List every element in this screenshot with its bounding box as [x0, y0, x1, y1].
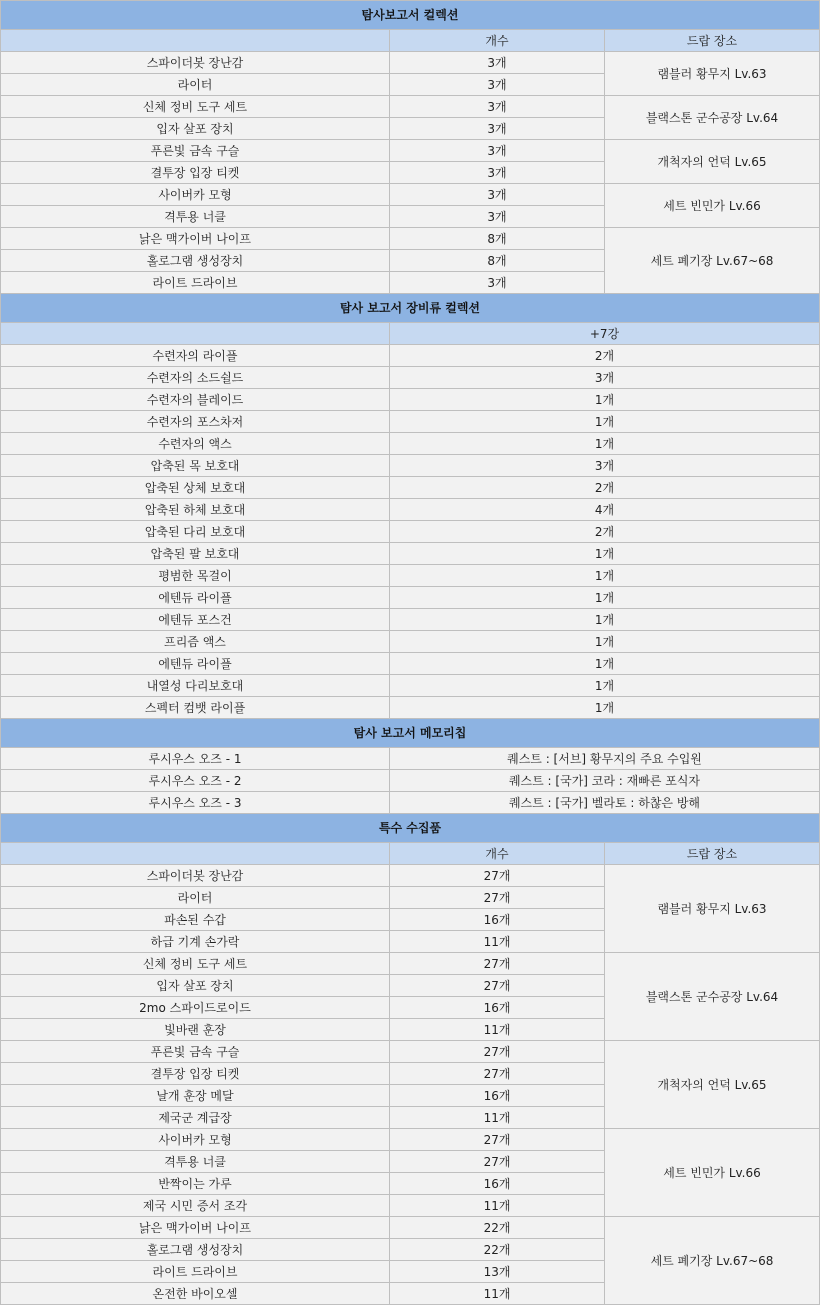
table-row: [1, 953, 820, 975]
table-row: [1, 455, 820, 477]
item-name: 루시우스 오즈 - 3: [1, 792, 390, 814]
item-name: 수련자의 라이플: [1, 345, 390, 367]
item-name: 격투용 너클: [1, 1151, 390, 1173]
item-count: 11개: [390, 1107, 605, 1129]
item-name: 제국 시민 증서 조각: [1, 1195, 390, 1217]
item-count: 27개: [390, 887, 605, 909]
drop-location: 세트 빈민가 Lv.66: [605, 1129, 820, 1217]
item-name: 압축된 다리 보호대: [1, 521, 390, 543]
table-row: [1, 1217, 820, 1239]
table-row: [1, 1041, 820, 1063]
item-name: 푸른빛 금속 구슬: [1, 140, 390, 162]
item-count: 16개: [390, 997, 605, 1019]
item-count: 1개: [390, 411, 820, 433]
item-count: 27개: [390, 953, 605, 975]
item-name: 결투장 입장 티켓: [1, 162, 390, 184]
item-name: 온전한 바이오셀: [1, 1283, 390, 1305]
table-row: [1, 609, 820, 631]
table-row: [1, 697, 820, 719]
table-row: [1, 792, 820, 814]
item-count: 1개: [390, 565, 820, 587]
item-count: 2개: [390, 521, 820, 543]
item-count: 11개: [390, 1283, 605, 1305]
item-count: 27개: [390, 975, 605, 997]
item-count: 3개: [390, 455, 820, 477]
item-count: 1개: [390, 653, 820, 675]
item-name: 빛바랜 훈장: [1, 1019, 390, 1041]
item-name: 프리즘 액스: [1, 631, 390, 653]
section-title-row: [1, 294, 820, 323]
header-count: 개수: [390, 843, 605, 865]
item-count: 11개: [390, 1019, 605, 1041]
table-row: [1, 411, 820, 433]
item-count: 3개: [390, 272, 605, 294]
item-name: 반짝이는 가루: [1, 1173, 390, 1195]
table-row: [1, 52, 820, 74]
table-row: [1, 477, 820, 499]
item-count: 27개: [390, 1151, 605, 1173]
item-name: 라이터: [1, 887, 390, 909]
section-title-row: [1, 814, 820, 843]
item-count: 22개: [390, 1239, 605, 1261]
item-name: 라이터: [1, 74, 390, 96]
table-row: [1, 675, 820, 697]
table-row: [1, 631, 820, 653]
table-row: [1, 184, 820, 206]
item-count: 27개: [390, 1041, 605, 1063]
item-count: 3개: [390, 140, 605, 162]
item-name: 낡은 맥가이버 나이프: [1, 1217, 390, 1239]
drop-location: 세트 빈민가 Lv.66: [605, 184, 820, 228]
item-name: 압축된 상체 보호대: [1, 477, 390, 499]
item-name: 루시우스 오즈 - 1: [1, 748, 390, 770]
item-count: 1개: [390, 389, 820, 411]
item-name: 에텐듀 라이플: [1, 587, 390, 609]
table-row: [1, 653, 820, 675]
item-count: 27개: [390, 1063, 605, 1085]
item-name: 격투용 너클: [1, 206, 390, 228]
table-row: [1, 543, 820, 565]
item-name: 푸른빛 금속 구슬: [1, 1041, 390, 1063]
item-name: 입자 살포 장치: [1, 118, 390, 140]
item-count: 1개: [390, 433, 820, 455]
item-name: 스파이더봇 장난감: [1, 52, 390, 74]
section-title-row: [1, 1, 820, 30]
item-count: 3개: [390, 96, 605, 118]
item-name: 홀로그램 생성장치: [1, 1239, 390, 1261]
item-count: 16개: [390, 1085, 605, 1107]
section-title: 탐사 보고서 장비류 컬렉션: [1, 294, 820, 323]
item-name: 압축된 하체 보호대: [1, 499, 390, 521]
drop-location: 블랙스톤 군수공장 Lv.64: [605, 96, 820, 140]
item-name: 신체 정비 도구 세트: [1, 953, 390, 975]
quest-source: 퀘스트 : [국가] 벨라토 : 하찮은 방해: [390, 792, 820, 814]
table-row: [1, 865, 820, 887]
item-name: 신체 정비 도구 세트: [1, 96, 390, 118]
table-row: [1, 748, 820, 770]
item-name: 스펙터 컴뱃 라이플: [1, 697, 390, 719]
item-name: 2mo 스파이드로이드: [1, 997, 390, 1019]
item-count: 13개: [390, 1261, 605, 1283]
section-title: 특수 수집품: [1, 814, 820, 843]
item-name: 에텐듀 라이플: [1, 653, 390, 675]
table-row: [1, 587, 820, 609]
header-item: [1, 843, 390, 865]
table-row: [1, 140, 820, 162]
item-count: 11개: [390, 931, 605, 953]
item-name: 내열성 다리보호대: [1, 675, 390, 697]
item-count: 11개: [390, 1195, 605, 1217]
item-name: 평범한 목걸이: [1, 565, 390, 587]
item-count: 8개: [390, 250, 605, 272]
item-name: 홀로그램 생성장치: [1, 250, 390, 272]
header-enhance: +7강: [390, 323, 820, 345]
drop-location: 세트 폐기장 Lv.67~68: [605, 1217, 820, 1305]
drop-location: 개척자의 언덕 Lv.65: [605, 1041, 820, 1129]
header-count: 개수: [390, 30, 605, 52]
item-name: 사이버카 모형: [1, 1129, 390, 1151]
table-row: [1, 770, 820, 792]
quest-source: 퀘스트 : [서브] 황무지의 주요 수입원: [390, 748, 820, 770]
item-name: 제국군 계급장: [1, 1107, 390, 1129]
table-row: [1, 228, 820, 250]
table-row: [1, 433, 820, 455]
header-row: [1, 323, 820, 345]
item-count: 8개: [390, 228, 605, 250]
quest-source: 퀘스트 : [국가] 코라 : 재빠른 포식자: [390, 770, 820, 792]
section-title: 탐사 보고서 메모리칩: [1, 719, 820, 748]
header-row: [1, 843, 820, 865]
item-name: 결투장 입장 티켓: [1, 1063, 390, 1085]
table-row: [1, 345, 820, 367]
item-name: 압축된 팔 보호대: [1, 543, 390, 565]
item-count: 1개: [390, 543, 820, 565]
drop-location: 블랙스톤 군수공장 Lv.64: [605, 953, 820, 1041]
item-count: 1개: [390, 609, 820, 631]
item-name: 라이트 드라이브: [1, 272, 390, 294]
item-count: 3개: [390, 118, 605, 140]
item-name: 압축된 목 보호대: [1, 455, 390, 477]
item-count: 22개: [390, 1217, 605, 1239]
table-row: [1, 1129, 820, 1151]
item-count: 3개: [390, 367, 820, 389]
item-name: 수련자의 액스: [1, 433, 390, 455]
section-title: 탐사보고서 컬렉션: [1, 1, 820, 30]
section-title-row: [1, 719, 820, 748]
item-count: 3개: [390, 74, 605, 96]
item-name: 입자 살포 장치: [1, 975, 390, 997]
item-name: 라이트 드라이브: [1, 1261, 390, 1283]
item-name: 수련자의 소드쉴드: [1, 367, 390, 389]
table-row: [1, 389, 820, 411]
item-count: 16개: [390, 909, 605, 931]
header-item: [1, 323, 390, 345]
table-row: [1, 367, 820, 389]
item-count: 3개: [390, 162, 605, 184]
item-count: 2개: [390, 345, 820, 367]
table-row: [1, 565, 820, 587]
item-count: 3개: [390, 184, 605, 206]
item-count: 27개: [390, 1129, 605, 1151]
item-name: 파손된 수갑: [1, 909, 390, 931]
drop-location: 램블러 황무지 Lv.63: [605, 865, 820, 953]
drop-location: 세트 폐기장 Lv.67~68: [605, 228, 820, 294]
item-name: 수련자의 블레이드: [1, 389, 390, 411]
item-name: 수련자의 포스차저: [1, 411, 390, 433]
item-name: 사이버카 모형: [1, 184, 390, 206]
item-name: 하급 기계 손가락: [1, 931, 390, 953]
item-count: 1개: [390, 697, 820, 719]
item-count: 4개: [390, 499, 820, 521]
item-count: 2개: [390, 477, 820, 499]
item-count: 1개: [390, 675, 820, 697]
item-count: 1개: [390, 587, 820, 609]
header-row: [1, 30, 820, 52]
item-count: 16개: [390, 1173, 605, 1195]
item-name: 루시우스 오즈 - 2: [1, 770, 390, 792]
drop-location: 개척자의 언덕 Lv.65: [605, 140, 820, 184]
table-row: [1, 499, 820, 521]
drop-location: 램블러 황무지 Lv.63: [605, 52, 820, 96]
header-location: 드랍 장소: [605, 30, 820, 52]
item-name: 날개 훈장 메달: [1, 1085, 390, 1107]
item-count: 3개: [390, 206, 605, 228]
item-count: 3개: [390, 52, 605, 74]
header-item: [1, 30, 390, 52]
item-count: 27개: [390, 865, 605, 887]
item-name: 에텐듀 포스건: [1, 609, 390, 631]
table-row: [1, 521, 820, 543]
table-row: [1, 96, 820, 118]
item-name: 스파이더봇 장난감: [1, 865, 390, 887]
item-name: 낡은 맥가이버 나이프: [1, 228, 390, 250]
header-location: 드랍 장소: [605, 843, 820, 865]
item-count: 1개: [390, 631, 820, 653]
